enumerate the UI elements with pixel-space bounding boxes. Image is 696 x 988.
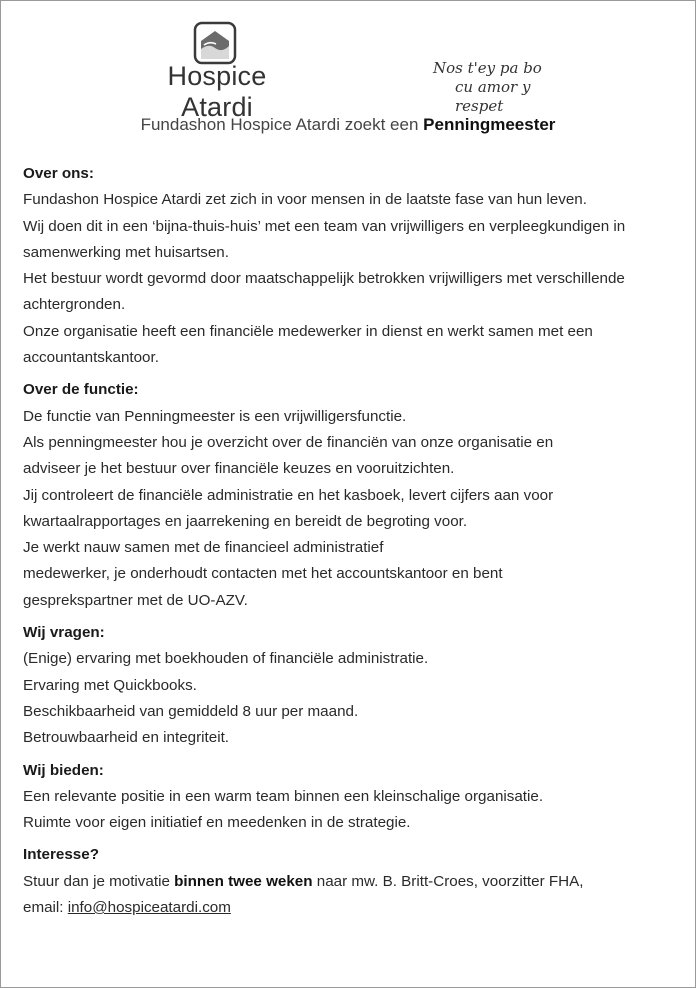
text-line: Als penningmeester hou je overzicht over de financiën van onze organisatie en — [23, 433, 554, 451]
page-heading — [1, 115, 673, 135]
contact-prefix: Stuur dan je motivatie — [23, 872, 175, 890]
deadline: binnen twee weken — [174, 872, 313, 890]
tagline-line-1: Nos t'ey pa bo — [433, 59, 542, 77]
text-line: Betrouwbaarheid en integriteit. — [23, 729, 230, 747]
section-title: Over ons: — [23, 165, 94, 182]
text-line: Een relevante positie in een warm team binnen een kleinschalige organisatie. — [23, 787, 544, 805]
hospice-logo-icon — [193, 21, 237, 65]
text-line: samenwerking met huisartsen. — [23, 243, 229, 261]
text-line: De functie van Penningmeester is een vrijwilligersfunctie. — [23, 407, 407, 425]
content — [23, 161, 683, 927]
section-ask — [23, 620, 683, 751]
text-line: kwartaalrapportages en jaarrekening en bereidt de begroting voor. — [23, 512, 468, 530]
heading-position: Penningmeester — [423, 115, 556, 134]
text-line: (Enige) ervaring met boekhouden of financiële administratie. — [23, 650, 429, 668]
email-label: email: — [23, 899, 68, 917]
text-line: Je werkt nauw samen met de financieel administratief — [23, 539, 384, 557]
text-line: gesprekspartner met de UO-AZV. — [23, 591, 248, 609]
text-line: medewerker, je onderhoudt contacten met het accountskantoor en bent — [23, 565, 503, 583]
email-link[interactable]: info@hospiceatardi.com — [67, 899, 231, 917]
logo-name: Hospice Atardi — [167, 61, 267, 122]
tagline-line-2: cu amor y respet — [455, 78, 531, 115]
text-line: adviseer je het bestuur over financiële keuzes en vooruitzichten. — [23, 460, 455, 478]
tagline — [433, 59, 583, 116]
section-offer — [23, 758, 683, 837]
contact-line — [23, 869, 683, 895]
text-line: achtergronden. — [23, 296, 126, 314]
section-title: Wij bieden: — [23, 761, 104, 779]
text-line: Fundashon Hospice Atardi zet zich in voor mensen in de laatste fase van hun leven. — [23, 191, 587, 209]
text-line: Beschikbaarheid van gemiddeld 8 uur per maand. — [23, 702, 359, 720]
section-function — [23, 377, 683, 614]
text-line: accountantskantoor. — [23, 349, 159, 367]
section-interest — [23, 842, 683, 921]
email-line — [23, 895, 683, 921]
section-about — [23, 161, 683, 371]
section-title: Interesse? — [23, 846, 99, 864]
text-line: Het bestuur wordt gevormd door maatschappelijk betrokken vrijwilligers met verschillende — [23, 270, 625, 288]
text-line: Ervaring met Quickbooks. — [23, 676, 197, 694]
text-line: Wij doen dit in een ‘bijna-thuis-huis’ met een team van vrijwilligers en verpleegkundigen in — [23, 217, 626, 235]
section-title: Wij vragen: — [23, 624, 105, 642]
heading-prefix: Fundashon Hospice Atardi zoekt een — [140, 115, 424, 134]
text-line: Jij controleert de financiële administratie en het kasboek, levert cijfers aan voor — [23, 486, 554, 504]
contact-suffix: naar mw. B. Britt-Croes, voorzitter FHA, — [312, 872, 584, 890]
text-line: Ruimte voor eigen initiatief en meedenken in de strategie. — [23, 814, 411, 832]
section-title: Over de functie: — [23, 381, 139, 399]
text-line: Onze organisatie heeft een financiële medewerker in dienst en werkt samen met een — [23, 322, 593, 340]
